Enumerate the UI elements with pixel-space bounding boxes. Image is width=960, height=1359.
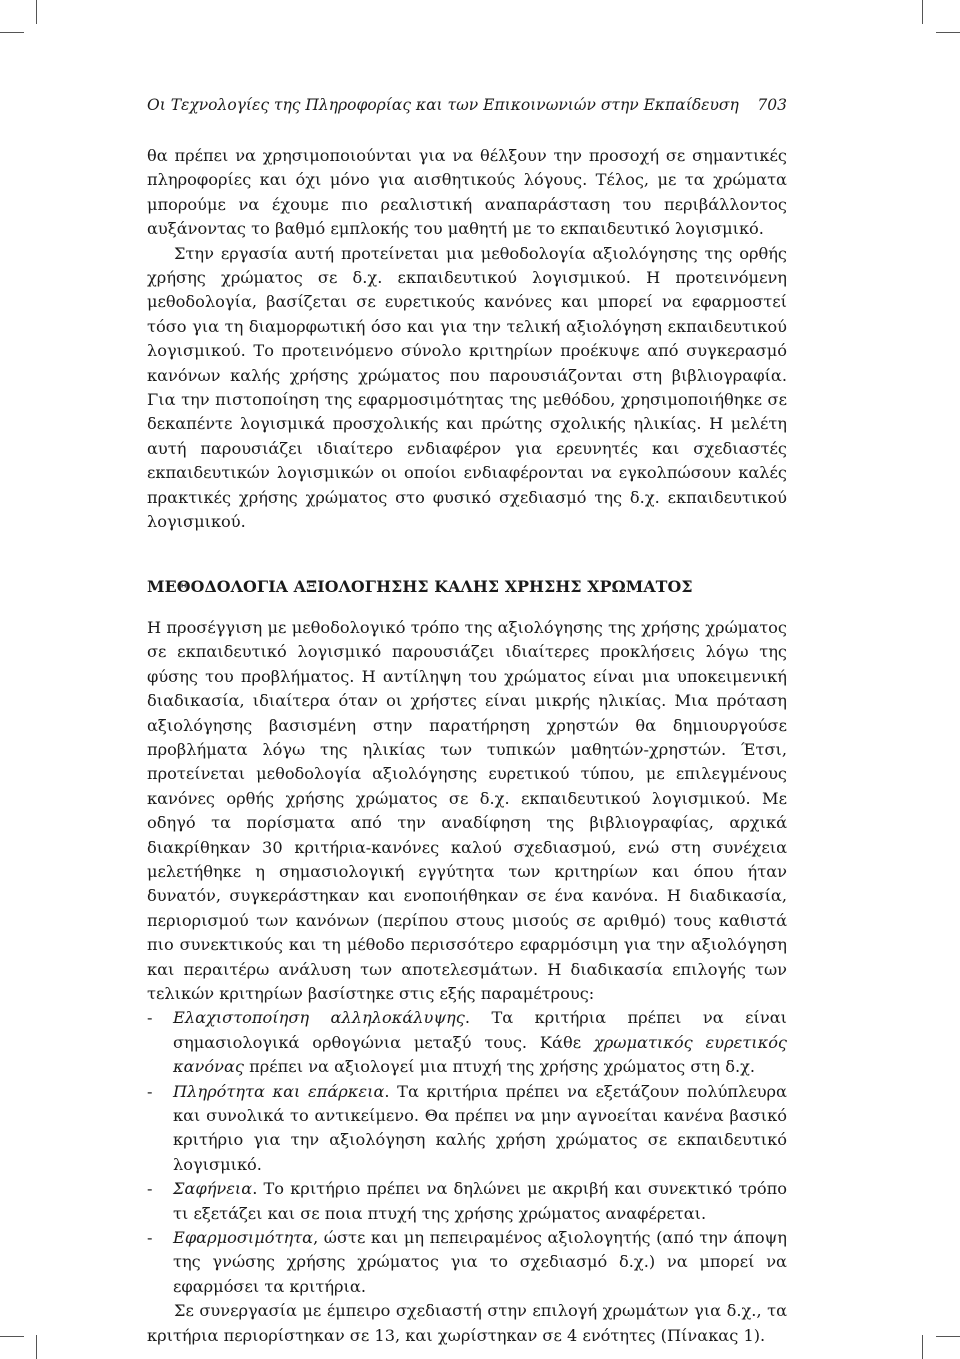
page-body [147, 144, 787, 1348]
list-dash: - [147, 1179, 153, 1199]
intro-paragraph-1: θα πρέπει να χρησιμοποιούνται για να θέλξουν την προσοχή σε σημαντικές πληροφορίες και όχι μόνο για αισθητικούς λόγους. Τέλος, με τα χρώματα μπορούμε να έχουμε πιο ρεαλιστική αναπαράσταση του περιβάλλοντος αυξάνοντας το βαθμό εμπλοκής του μαθητή με το εκπαιδευτικό λογισμικό. [147, 146, 787, 239]
list-dash: - [147, 1228, 153, 1248]
criterion-text: . Το κριτήριο πρέπει να δηλώνει με ακριβή και συνεκτικό τρόπο τι εξετάζει και σε ποια πτυχή της χρήσης χρώματος αναφέρεται. [173, 1179, 787, 1223]
list-item [147, 1177, 787, 1226]
running-header [147, 96, 787, 118]
section-heading: ΜΕΘΟΔΟΛΟΓΙΑ ΑΞΙΟΛΟΓΗΣΗΣ ΚΑΛΗΣ ΧΡΗΣΗΣ ΧΡΩΜΑΤΟΣ [147, 576, 693, 596]
crop-mark-bottom-left-h [0, 1336, 24, 1337]
criterion-term-2: χρωματικός ευρετικός κανόνας [173, 1032, 788, 1077]
list-dash: - [147, 1008, 153, 1028]
intro-paragraph-2: Στην εργασία αυτή προτείνεται μια μεθοδολογία αξιολόγησης της ορθής χρήσης χρώματος σε δ.χ. εκπαιδευτικού λογισμικού. Η προτεινόμενη μεθοδολογία, βασίζεται σε ευρετικούς κανόνες και μπορεί να εφαρμοστεί τόσο για τη διαμορφωτική όσο και για την τελική αξιολόγηση εκπαιδευτικού λογισμικού. Το προτεινόμενο σύνολο κριτηρίων προέκυψε από συγκερασμό κανόνων καλής χρήσης χρώματος που παρουσιάζονται στη βιβλιογραφία. Για την πιστοποίηση της εφαρμοσιμότητας της μεθόδου, χρησιμοποιήθηκε σε δεκαπέντε λογισμικά προσχολικής και πρώτης σχολικής ηλικίας. Η μελέτη αυτή παρουσιάζει ιδιαίτερο ενδιαφέρον για ερευνητές και σχεδιαστές εκπαιδευτικών λογισμικών οι οποίοι ενδιαφέρονται να εγκολπώσουν καλές πρακτικές χρήσης χρώματος στο φυσικό σχεδιασμό της δ.χ. εκπαιδευτικού λογισμικού. [147, 243, 787, 532]
page-number: 703 [757, 96, 787, 114]
section-paragraph-last: Σε συνεργασία με έμπειρο σχεδιαστή στην επιλογή χρωμάτων για δ.χ., τα κριτήρια περιορίστηκαν σε 13, και χωρίστηκαν σε 4 ενότητες (Πίνακας 1). [147, 1301, 787, 1345]
criterion-text: . Τα κριτήρια πρέπει να εξετάζουν πολύπλευρα και συνολικά το αντικείμενο. Θα πρέπει να μην αγνοείται κανένα βασικό κριτήριο για την αξιολόγηση καλής χρήση χρώματος σε εκπαιδευτικό λογισμικό. [173, 1081, 787, 1174]
list-item [147, 1226, 787, 1299]
criteria-list [147, 1006, 787, 1299]
criterion-term: Πληρότητα και επάρκεια [173, 1081, 385, 1101]
list-item [147, 1080, 787, 1178]
crop-mark-top-right-v [922, 0, 923, 24]
crop-mark-top-left-v [36, 0, 37, 24]
list-item [147, 1006, 787, 1079]
criterion-term: Εφαρμοσιμότητα [173, 1228, 314, 1248]
criterion-text-2: πρέπει να αξιολογεί μια πτυχή της χρήσης χρώματος στη δ.χ. [243, 1057, 756, 1077]
crop-mark-bottom-right-h [936, 1336, 960, 1337]
list-dash: - [147, 1081, 153, 1101]
crop-mark-top-right-h [936, 32, 960, 33]
criterion-text: . Τα κριτήρια πρέπει να είναι σημασιολογικά ορθογώνια μεταξύ τους. Κάθε [173, 1008, 787, 1052]
criterion-text: , ώστε και μη πεπειραμένος αξιολογητής (από την άποψη της γνώσης χρήσης χρώματος για το σχεδιασμό δ.χ.) να μπορεί να εφαρμόσει τα κριτήρια. [173, 1228, 787, 1296]
criterion-term: Ελαχιστοποίηση αλληλοκάλυψης [173, 1008, 465, 1028]
crop-mark-bottom-left-v [36, 1335, 37, 1359]
section-paragraph-1: Η προσέγγιση με μεθοδολογικό τρόπο της αξιολόγησης της χρήσης χρώματος σε εκπαιδευτικό λογισμικό παρουσιάζει ιδιαίτερες προκλήσεις λόγω της φύσης του προβλήματος. Η αντίληψη του χρώματος είναι μια υποκειμενική διαδικασία, ιδιαίτερα όταν οι χρήστες είναι μικρής ηλικίας. Μια πρόταση αξιολόγησης βασισμένη στην παρατήρηση χρηστών θα δημιουργούσε προβλήματα λόγω της ηλικίας των τυπικών μαθητών-χρηστών. Έτσι, προτείνεται μεθοδολογία αξιολόγησης ευρετικού τύπου, με επιλεγμένους κανόνες ορθής χρήσης χρώματος σε δ.χ. εκπαιδευτικού λογισμικού. Με οδηγό τα πορίσματα από την αναδίφηση της βιβλιογραφίας, αρχικά διακρίθηκαν 30 κριτήρια-κανόνες καλού σχεδιασμού, ενώ στη συνέχεια μελετήθηκε η σημασιολογική εγγύτητα των κριτηρίων και όπου ήταν δυνατόν, συγκεράστηκαν και ενοποιήθηκαν σε ένα κανόνα. Η διαδικασία, περιορισμού των κανόνων (περίπου στους μισούς σε αριθμό) τους καθιστά πιο συνεκτικούς και τη μέθοδο περισσότερο εφαρμόσιμη για την αξιολόγηση και περαιτέρω ανάλυση των αποτελεσμάτων. Η διαδικασία επιλογής των τελικών κριτηρίων βασίστηκε στις εξής παραμέτρους: [147, 617, 787, 1003]
crop-mark-bottom-right-v [922, 1335, 923, 1359]
criterion-term: Σαφήνεια [173, 1179, 253, 1199]
crop-mark-top-left-h [0, 32, 24, 33]
running-title: Οι Τεχνολογίες της Πληροφορίας και των Επικοινωνιών στην Εκπαίδευση [147, 96, 739, 114]
